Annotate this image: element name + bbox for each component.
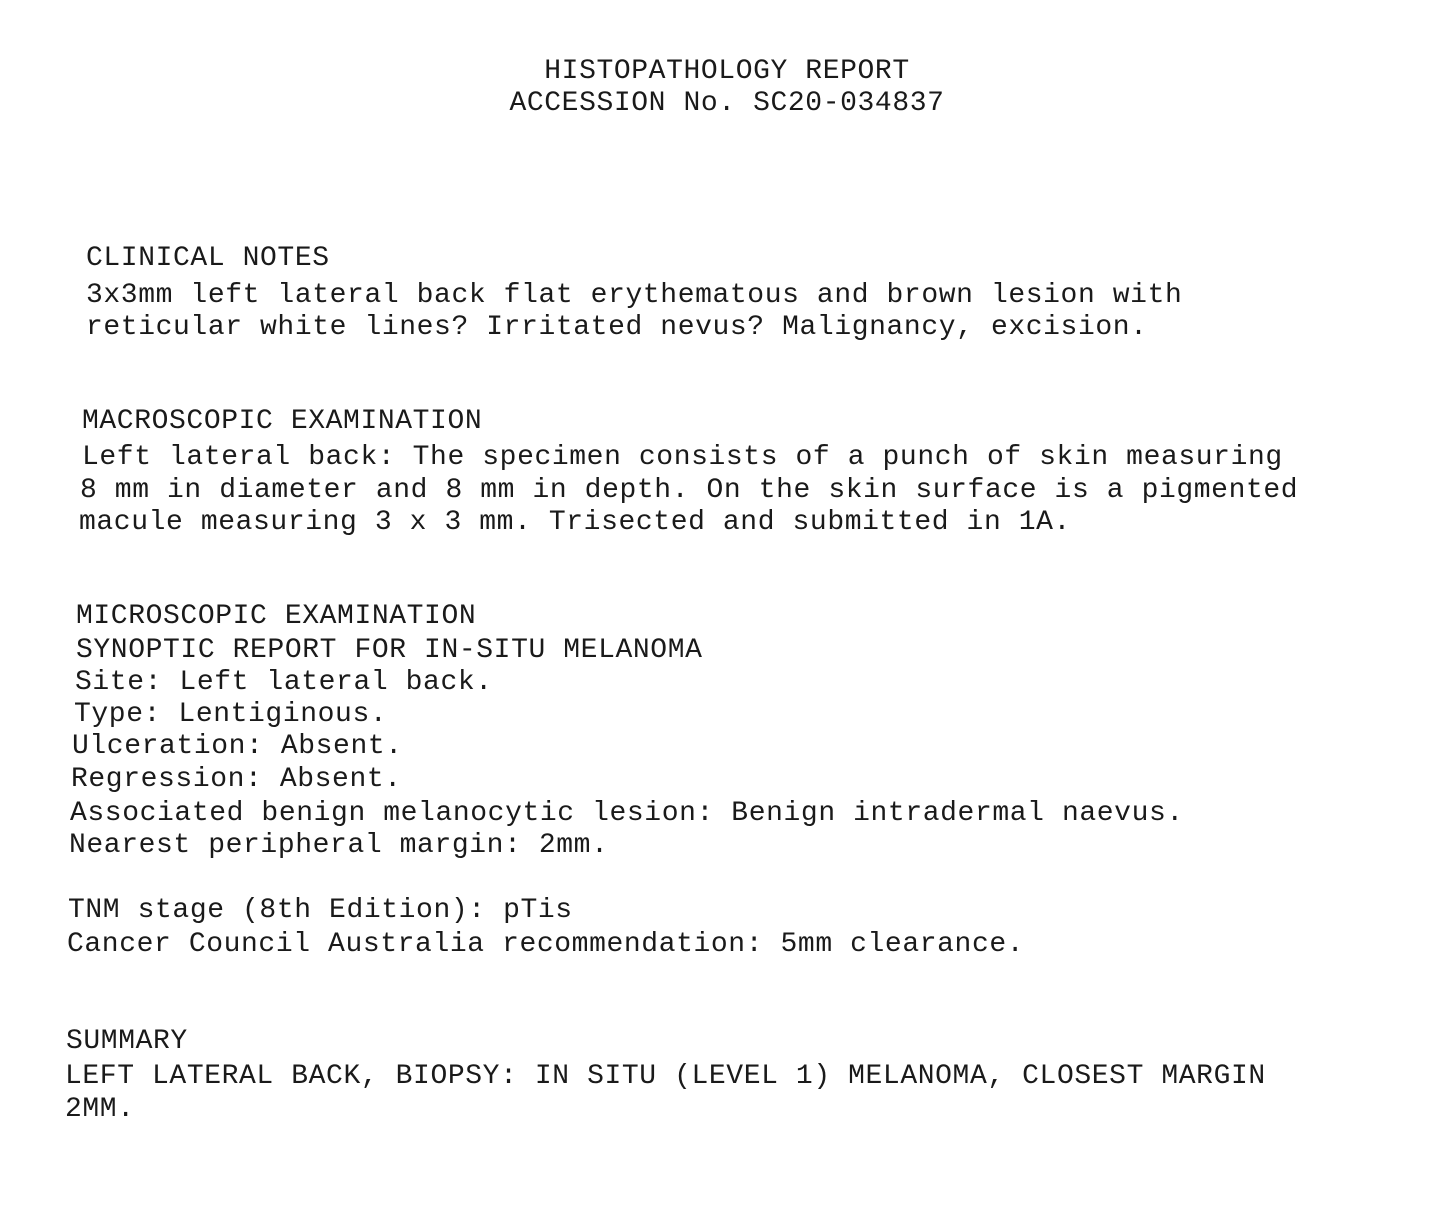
- summary-heading: SUMMARY: [66, 1026, 188, 1057]
- summary-line: LEFT LATERAL BACK, BIOPSY: IN SITU (LEVEL 1) MELANOMA, CLOSEST MARGIN: [65, 1061, 1266, 1092]
- synoptic-item: Type: Lentiginous.: [74, 699, 388, 730]
- report-title: HISTOPATHOLOGY REPORT: [544, 56, 910, 87]
- synoptic-item: Associated benign melanocytic lesion: Benign intradermal naevus.: [70, 798, 1184, 829]
- synoptic-item: Site: Left lateral back.: [75, 667, 493, 698]
- macroscopic-heading: MACROSCOPIC EXAMINATION: [82, 406, 483, 437]
- synoptic-item: Regression: Absent.: [71, 764, 402, 795]
- clearance-recommendation: Cancer Council Australia recommendation: 5mm clearance.: [67, 929, 1025, 960]
- macroscopic-line: macule measuring 3 x 3 mm. Trisected and submitted in 1A.: [79, 507, 1071, 538]
- tnm-stage: TNM stage (8th Edition): pTis: [68, 895, 573, 926]
- accession-number: ACCESSION No. SC20-034837: [509, 88, 945, 119]
- macroscopic-line: Left lateral back: The specimen consists of a punch of skin measuring: [82, 442, 1283, 473]
- clinical-notes-heading: CLINICAL NOTES: [86, 243, 330, 274]
- macroscopic-line: 8 mm in diameter and 8 mm in depth. On the skin surface is a pigmented: [80, 475, 1299, 506]
- microscopic-heading: MICROSCOPIC EXAMINATION: [76, 601, 477, 632]
- summary-line: 2MM.: [65, 1094, 135, 1125]
- synoptic-item: Ulceration: Absent.: [72, 731, 403, 762]
- synoptic-subheading: SYNOPTIC REPORT FOR IN-SITU MELANOMA: [76, 635, 703, 666]
- synoptic-item: Nearest peripheral margin: 2mm.: [69, 830, 609, 861]
- clinical-notes-line: reticular white lines? Irritated nevus? Malignancy, excision.: [86, 312, 1148, 343]
- clinical-notes-line: 3x3mm left lateral back flat erythematous and brown lesion with: [86, 280, 1183, 311]
